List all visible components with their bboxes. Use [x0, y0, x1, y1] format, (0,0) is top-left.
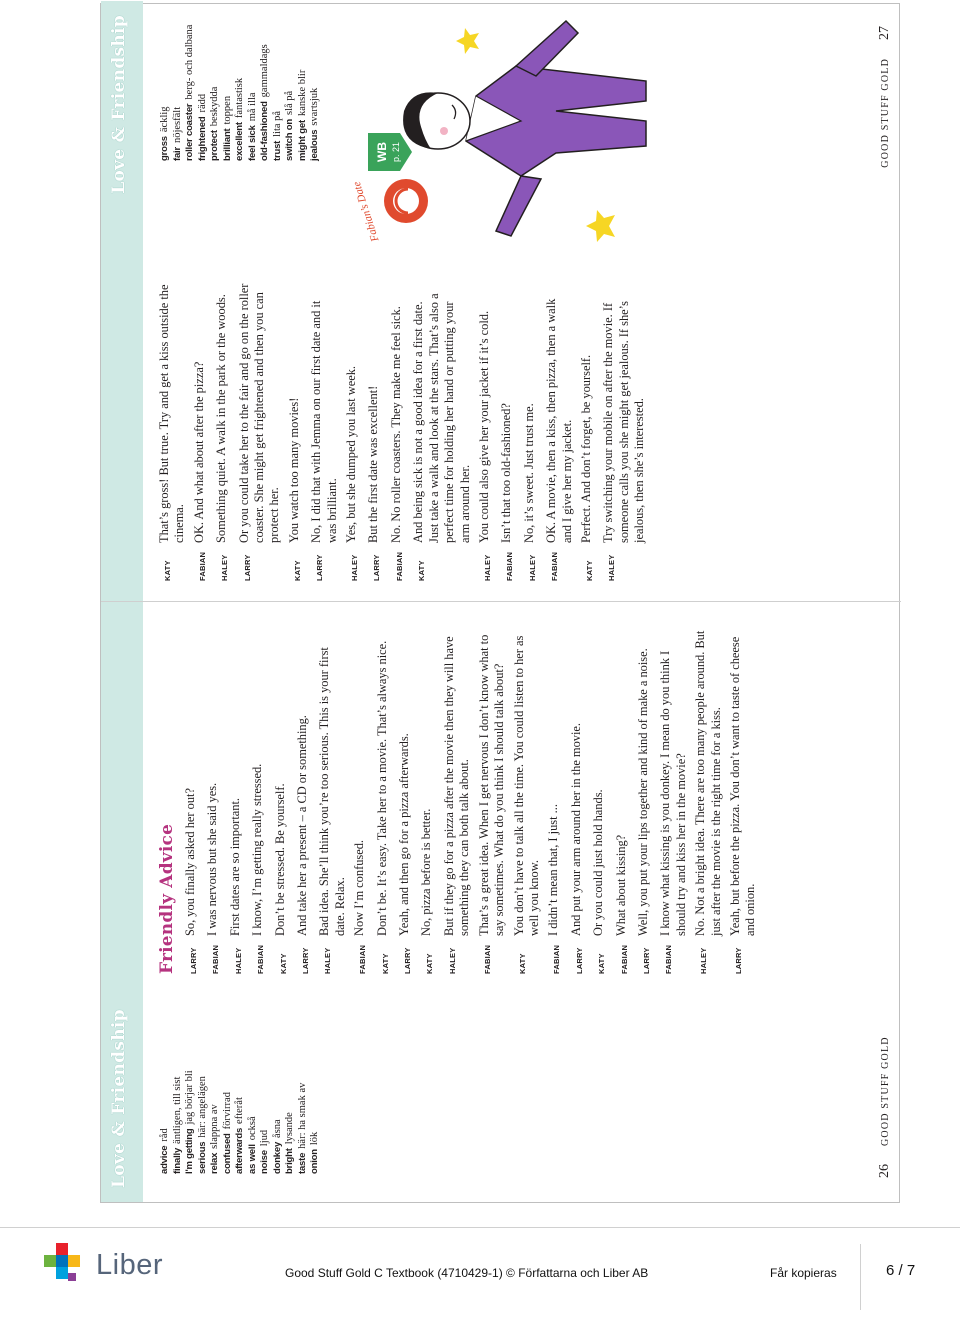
dialogue-line: [375, 629, 393, 974]
dialogue-text: And being sick is not a good idea for a first date. Just take a walk and look at the stars. That’s also a perfect time for holding her hand or putting your arm around her.: [411, 293, 472, 543]
dialogue-lines: [183, 629, 759, 974]
glossary-word: finally: [171, 1147, 183, 1174]
dialogue-text: That’s gross! But true. Try and get a kiss outside the cinema.: [157, 284, 187, 543]
glossary-translation: jag börjar bli: [184, 1070, 195, 1125]
dialogue-line: [693, 629, 724, 974]
glossary-translation: gammaldags: [259, 44, 270, 98]
dialogue-line: [546, 629, 564, 974]
workbook-badge: [351, 133, 428, 244]
dialogue-line: [344, 281, 362, 581]
glossary-item: [184, 1024, 197, 1174]
textbook-spread: [100, 3, 900, 1203]
glossary-translation: svartsjuk: [309, 87, 320, 126]
glossary-translation: åsna: [271, 1119, 283, 1138]
glossary: [159, 11, 322, 161]
glossary-translation: äntligen, till sist: [171, 1076, 183, 1144]
glossary-word: frightened: [196, 116, 208, 161]
dialogue-line: [512, 629, 543, 974]
glossary-item: [297, 1024, 310, 1174]
band-title: Love & Friendship: [109, 1009, 129, 1188]
speaker-name: FABIAN: [550, 551, 560, 581]
dialogue-text: Yes, but she dumped you last week.: [344, 365, 359, 543]
glossary-item: [209, 1024, 222, 1174]
speaker-name: KATY: [292, 560, 302, 581]
glossary-word: donkey: [271, 1141, 283, 1174]
glossary-translation: lök: [309, 1131, 320, 1146]
glossary-item: [222, 1024, 235, 1174]
glossary-translation: toppen: [221, 95, 233, 125]
glossary-word: I'm getting: [184, 1128, 195, 1174]
glossary-translation: ljud: [259, 1129, 270, 1147]
speaker-name: LARRY: [641, 947, 651, 974]
footer-separator: [860, 1244, 861, 1310]
glossary-translation: rädd: [196, 93, 208, 113]
glossary-word: confused: [221, 1133, 233, 1174]
glossary-word: roller coaster: [184, 103, 195, 161]
star-icon: [456, 28, 479, 54]
speaker-name: LARRY: [372, 554, 382, 581]
dialogue-line: [214, 281, 232, 581]
dialogue-text: OK. A movie, then a kiss, then pizza, then a walk and I give her my jacket.: [544, 298, 574, 543]
speaker-name: HALEY: [607, 554, 617, 581]
glossary-item: [197, 1024, 210, 1174]
dialogue-line: [183, 629, 201, 974]
page-indicator: 6 / 7: [886, 1262, 916, 1279]
speaker-name: KATY: [380, 953, 390, 974]
brand-label: GOOD STUFF GOLD: [880, 58, 891, 168]
speaker-name: HALEY: [323, 947, 333, 974]
dialogue-line: [228, 629, 246, 974]
dialogue-text: No, I did that with Jemma on our first date and it was brilliant.: [309, 300, 339, 543]
glossary-translation: efteråt: [234, 1097, 245, 1124]
dialogue-line: [569, 629, 587, 974]
glossary-item: [284, 1024, 297, 1174]
speaker-name: FABIAN: [505, 551, 515, 581]
glossary-word: afterwards: [234, 1127, 245, 1174]
dialogue: [157, 629, 763, 974]
dialogue-line: [397, 629, 415, 974]
speaker-name: LARRY: [242, 554, 252, 581]
page-number: 26: [877, 1164, 892, 1178]
star-icon: [586, 210, 615, 242]
glossary-translation: kanske blir: [296, 69, 308, 117]
badge-label: Fabian’s Date: [350, 179, 382, 244]
glossary-translation: lysande: [284, 1112, 295, 1145]
dialogue-text: But if they go for a pizza after the movie then they will have something they can both talk about.: [441, 636, 472, 936]
glossary-translation: äcklig: [159, 106, 170, 133]
speaker-name: FABIAN: [552, 944, 562, 974]
speaker-name: KATY: [278, 953, 288, 974]
glossary-item: [259, 1024, 272, 1174]
glossary-item: [234, 11, 247, 161]
glossary-translation: här: ha smak av: [296, 1082, 308, 1149]
glossary-item: [272, 1024, 285, 1174]
dialogue-line: [477, 629, 508, 974]
speaker-name: HALEY: [350, 554, 360, 581]
glossary-translation: beskydda: [209, 86, 220, 127]
speaker-name: LARRY: [301, 947, 311, 974]
dialogue-text: You watch too many movies!: [286, 397, 301, 543]
dialogue-text: Yeah, but before the pizza. You don’t want to taste of cheese and onion.: [727, 636, 758, 936]
badge-wb: WB: [375, 142, 389, 162]
glossary-word: fair: [171, 147, 183, 161]
speaker-name: KATY: [417, 560, 427, 581]
page-number: 27: [877, 26, 892, 40]
speaker-name: HALEY: [233, 947, 243, 974]
dialogue-line: [237, 281, 283, 581]
glossary-word: taste: [296, 1152, 308, 1174]
dialogue-text: Something quiet. A walk in the park or the woods.: [214, 294, 229, 543]
dialogue-line: [614, 629, 632, 974]
dialogue-line: [419, 629, 437, 974]
liber-logo: [42, 1243, 163, 1287]
speaker-name: FABIAN: [664, 944, 674, 974]
speaker-name: FABIAN: [394, 551, 404, 581]
dialogue-text: Yeah, and then go for a pizza afterwards.: [397, 733, 412, 936]
glossary-item: [309, 11, 322, 161]
speaker-name: HALEY: [220, 554, 230, 581]
glossary-translation: lita på: [271, 110, 283, 137]
dialogue-text: But the first date was excellent!: [366, 385, 381, 543]
dialogue-text: No. No roller coasters. They make me feel sick.: [388, 306, 403, 543]
dialogue-line: [366, 281, 384, 581]
dialogue-text: And put your arm around her in the movie.: [568, 722, 583, 936]
glossary-translation: fantastisk: [234, 77, 245, 119]
dialogue-text: I know, I’m getting really stressed.: [250, 763, 265, 936]
dialogue-text: No, it’s sweet. Just trust me.: [521, 403, 536, 543]
dialogue-line: [636, 629, 654, 974]
speaker-name: KATY: [517, 953, 527, 974]
speaker-name: FABIAN: [211, 944, 221, 974]
brand-label: GOOD STUFF GOLD: [880, 1036, 891, 1146]
dialogue-line: [658, 629, 689, 974]
glossary-word: might get: [296, 120, 308, 161]
badge-page: p. 21: [391, 141, 401, 163]
glossary-item: [234, 1024, 247, 1174]
dialogue-line: [591, 629, 609, 974]
glossary-word: excellent: [234, 122, 245, 161]
glossary-translation: slappna av: [209, 1104, 220, 1149]
glossary-word: jealous: [309, 129, 320, 161]
dialogue-line: [352, 629, 370, 974]
glossary-item: [272, 11, 285, 161]
dialogue-text: First dates are so important.: [227, 798, 242, 936]
dialogue-text: I know what kissing is you donkey. I mean do you think I should try and kiss her in the movie?: [658, 650, 688, 936]
speaker-name: KATY: [163, 560, 172, 581]
copy-permission: Får kopieras: [770, 1266, 837, 1280]
glossary-item: [297, 11, 310, 161]
dialogue-line: [411, 281, 473, 581]
dialogue-text: You could also give her your jacket if it’s cold.: [476, 310, 491, 543]
logo-text: Liber: [96, 1248, 163, 1281]
glossary-translation: må illa: [246, 92, 258, 122]
dialogue-line: [389, 281, 407, 581]
glossary-word: gross: [159, 136, 170, 161]
dialogue-line: [728, 629, 759, 974]
header-band: [101, 1, 143, 601]
glossary-word: protect: [209, 130, 220, 161]
speaker-name: FABIAN: [482, 944, 492, 974]
dialogue-text: Well, you put your lips together and kind of make a noise.: [635, 648, 650, 936]
dialogue-line: [157, 281, 188, 581]
glossary-item: [222, 11, 235, 161]
speaker-name: LARRY: [574, 947, 584, 974]
glossary-word: feel sick: [246, 125, 258, 161]
dialogue-text: No. Not a bright idea. There are too many people around. But just after the movie is the right time for a kiss.: [693, 630, 723, 936]
dialogue-line: [273, 629, 291, 974]
glossary-word: onion: [309, 1149, 320, 1174]
dialogue-text: OK. And what about after the pizza?: [191, 361, 206, 543]
header-band: [101, 602, 143, 1202]
speaker-name: FABIAN: [358, 944, 368, 974]
glossary-word: relax: [209, 1152, 220, 1174]
glossary-item: [159, 1024, 172, 1174]
dialogue-text: I was nervous but she said yes.: [205, 782, 220, 936]
dialogue-text: What about kissing?: [613, 834, 628, 936]
glossary-word: advice: [159, 1145, 170, 1174]
dialogue-line: [579, 281, 597, 581]
glossary-item: [172, 11, 185, 161]
speaker-name: KATY: [597, 953, 607, 974]
glossary-item: [209, 11, 222, 161]
glossary-word: switch on: [284, 118, 295, 161]
dialogue-line: [192, 281, 210, 581]
dialogue-text: Bad idea. She’ll think you’re too serious. This is your first date. Relax.: [317, 647, 347, 936]
glossary-translation: berg- och dalbana: [184, 24, 195, 100]
glossary-item: [259, 11, 272, 161]
glossary: [159, 1024, 322, 1174]
dialogue: [157, 281, 652, 581]
glossary-item: [247, 11, 260, 161]
speaker-name: HALEY: [527, 554, 537, 581]
dialogue-text: So, you finally asked her out?: [183, 788, 197, 936]
glossary-item: [309, 1024, 322, 1174]
glossary-translation: nöjesfält: [171, 106, 183, 144]
glossary-item: [247, 1024, 260, 1174]
glossary-word: brilliant: [221, 128, 233, 161]
dialogue-text: Or you could take her to the fair and go on the roller coaster. She might get frightened and then you can protect her.: [236, 283, 282, 543]
section-title: Friendly Advice: [157, 823, 177, 974]
glossary-translation: råd: [159, 1128, 170, 1142]
dialogue-line: [544, 281, 575, 581]
dialogue-lines: [157, 281, 648, 581]
glossary-translation: förvirrad: [221, 1092, 233, 1130]
dialogue-text: Don’t be. It’s easy. Take her to a movie. That’s always nice.: [374, 640, 389, 936]
speaker-name: FABIAN: [619, 944, 629, 974]
dialogue-line: [522, 281, 540, 581]
speaker-name: FABIAN: [256, 944, 266, 974]
dialogue-line: [477, 281, 495, 581]
dialogue-text: Now I’m confused.: [352, 839, 367, 936]
speaker-name: KATY: [425, 953, 435, 974]
footer-divider: [0, 1227, 960, 1228]
glossary-word: old-fashioned: [259, 101, 270, 161]
glossary-word: trust: [271, 140, 283, 161]
glossary-word: noise: [259, 1150, 270, 1174]
dialogue-text: You don’t have to talk all the time. You could listen to her as well you know.: [511, 635, 541, 936]
boy-figure: [403, 21, 646, 242]
glossary-word: serious: [196, 1141, 208, 1174]
footer-credit: Good Stuff Gold C Textbook (4710429-1) © Författarna och Liber AB: [285, 1266, 649, 1280]
speaker-name: HALEY: [699, 947, 709, 974]
dialogue-text: Try switching your mobile on after the movie. If someone calls you she might get jealous. If she’s jealous, then she’s interested.: [601, 301, 647, 543]
dialogue-text: Or you could just hold hands.: [591, 789, 606, 936]
glossary-item: [197, 11, 210, 161]
speaker-name: LARRY: [189, 947, 198, 974]
glossary-translation: slå på: [284, 90, 295, 115]
boy-illustration: [346, 1, 676, 271]
right-page: [101, 2, 901, 602]
dialogue-line: [309, 281, 340, 581]
left-page: [101, 602, 901, 1202]
glossary-item: [172, 1024, 185, 1174]
speaker-name: HALEY: [482, 554, 492, 581]
speaker-name: LARRY: [315, 554, 325, 581]
dialogue-line: [601, 281, 647, 581]
glossary-item: [284, 11, 297, 161]
glossary-word: as well: [246, 1144, 258, 1174]
speaker-name: KATY: [584, 560, 594, 581]
dialogue-text: Perfect. And don’t forget, be yourself.: [578, 354, 593, 543]
dialogue-line: [442, 629, 473, 974]
dialogue-text: Isn’t that too old-fashioned?: [499, 403, 514, 543]
dialogue-text: That’s a great idea. When I get nervous I don’t know what to say sometimes. What do you think I should talk about?: [476, 634, 507, 936]
glossary-item: [184, 11, 197, 161]
dialogue-line: [287, 281, 305, 581]
speaker-name: HALEY: [447, 947, 457, 974]
speaker-name: FABIAN: [197, 551, 207, 581]
band-title: Love & Friendship: [109, 15, 129, 194]
speaker-name: LARRY: [733, 947, 743, 974]
speaker-name: LARRY: [403, 947, 413, 974]
dialogue-text: I didn’t mean that, I just ...: [546, 804, 561, 936]
dialogue-text: And take her a present – a CD or something.: [295, 715, 310, 936]
dialogue-line: [295, 629, 313, 974]
glossary-item: [159, 11, 172, 161]
glossary-word: bright: [284, 1148, 295, 1174]
dialogue-line: [205, 629, 223, 974]
dialogue-text: No, pizza before is better.: [419, 808, 434, 936]
dialogue-text: Don’t be stressed. Be yourself.: [272, 783, 287, 936]
glossary-translation: också: [246, 1116, 258, 1141]
dialogue-line: [317, 629, 348, 974]
dialogue-line: [250, 629, 268, 974]
liber-logo-icon: [42, 1243, 86, 1287]
dialogue-line: [499, 281, 517, 581]
glossary-translation: här: angelägen: [196, 1076, 208, 1138]
